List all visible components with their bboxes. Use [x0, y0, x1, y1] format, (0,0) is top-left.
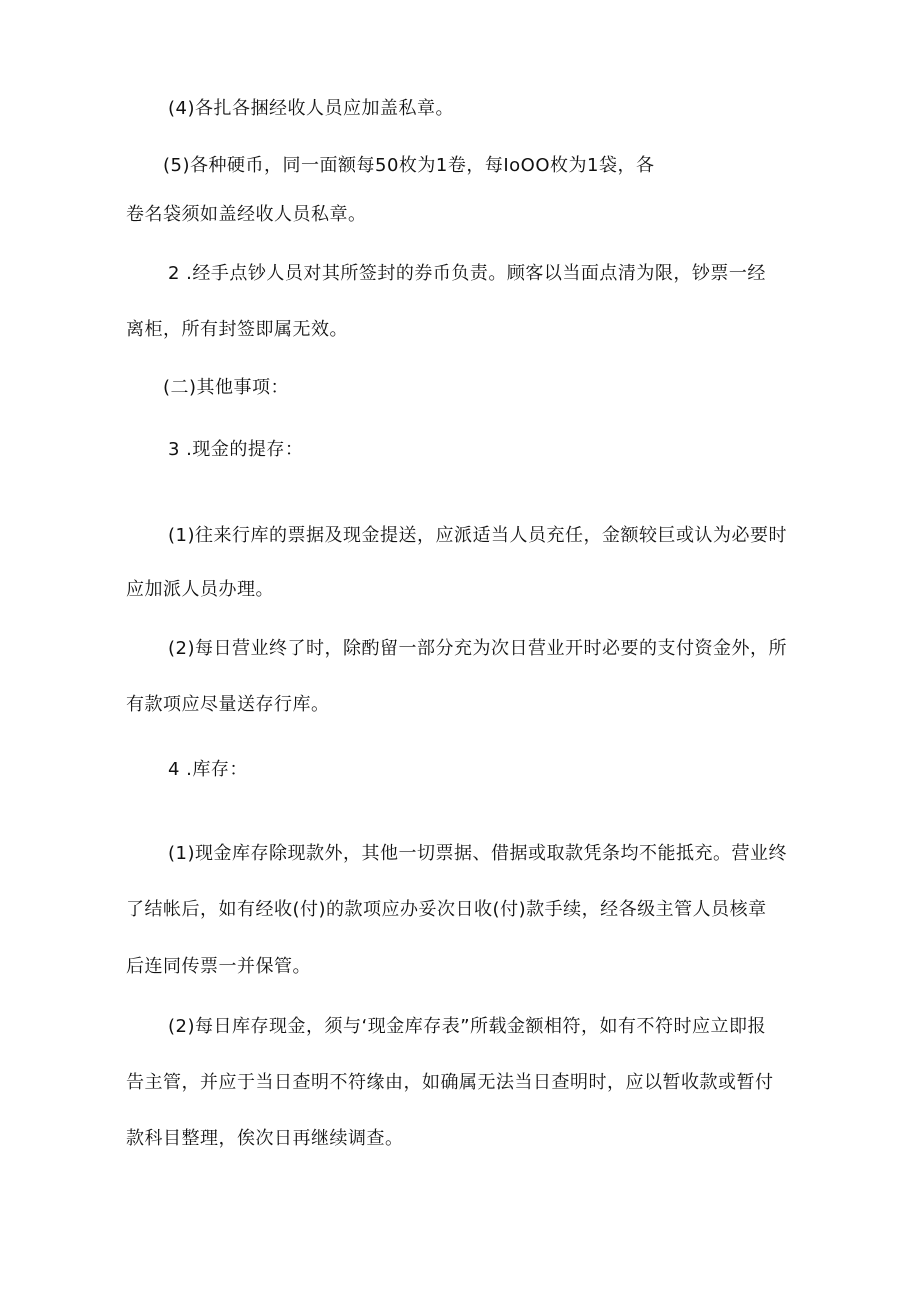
other-matters-heading: (二)其他事项： — [163, 377, 290, 398]
item-4-line-1: (4)各扎各捆经收人员应加盖私章。 — [168, 98, 454, 119]
section-3-item-1-line-1: (1)往来行库的票据及现金提送，应派适当人员充任，金额较巨或认为必要时 — [168, 525, 787, 546]
section-4-item-1-line-1: (1)现金库存除现款外，其他一切票据、借据或取款凭条均不能抵充。营业终 — [168, 843, 787, 864]
section-4-item-2-line-3: 款科目整理，俟次日再继续调查。 — [126, 1128, 404, 1149]
section-4-item-2-line-2: 告主管，并应于当日查明不符缘由，如确属无法当日查明时，应以暂收款或暂付 — [126, 1072, 774, 1093]
section-4-item-1-line-2: 了结帐后，如有经收(付)的款项应办妥次日收(付)款手续，经各级主管人员核章 — [126, 899, 767, 920]
section-4-heading: 4 .库存： — [168, 759, 248, 780]
section-3-item-1-line-2: 应加派人员办理。 — [126, 579, 274, 600]
section-3-heading: 3 .现金的提存： — [168, 439, 304, 460]
section-3-item-2-line-1: (2)每日营业终了时，除酌留一部分充为次日营业开时必要的支付资金外，所 — [168, 638, 787, 659]
section-4-item-1-line-3: 后连同传票一并保管。 — [126, 956, 311, 977]
section-3-item-2-line-2: 有款项应尽量送存行库。 — [126, 694, 330, 715]
section-2-line-2: 离柜，所有封签即属无效。 — [126, 319, 348, 340]
section-2-line-1: 2 .经手点钞人员对其所签封的券币负责。顾客以当面点清为限，钞票一经 — [168, 263, 766, 284]
item-5-line-2: 卷名袋须如盖经收人员私章。 — [126, 204, 367, 225]
item-5-line-1: (5)各种硬币，同一面额每50枚为1卷，每IoOO枚为1袋，各 — [163, 155, 655, 176]
section-4-item-2-line-1: (2)每日库存现金，须与‘现金库存表”所载金额相符，如有不符时应立即报 — [168, 1016, 767, 1037]
